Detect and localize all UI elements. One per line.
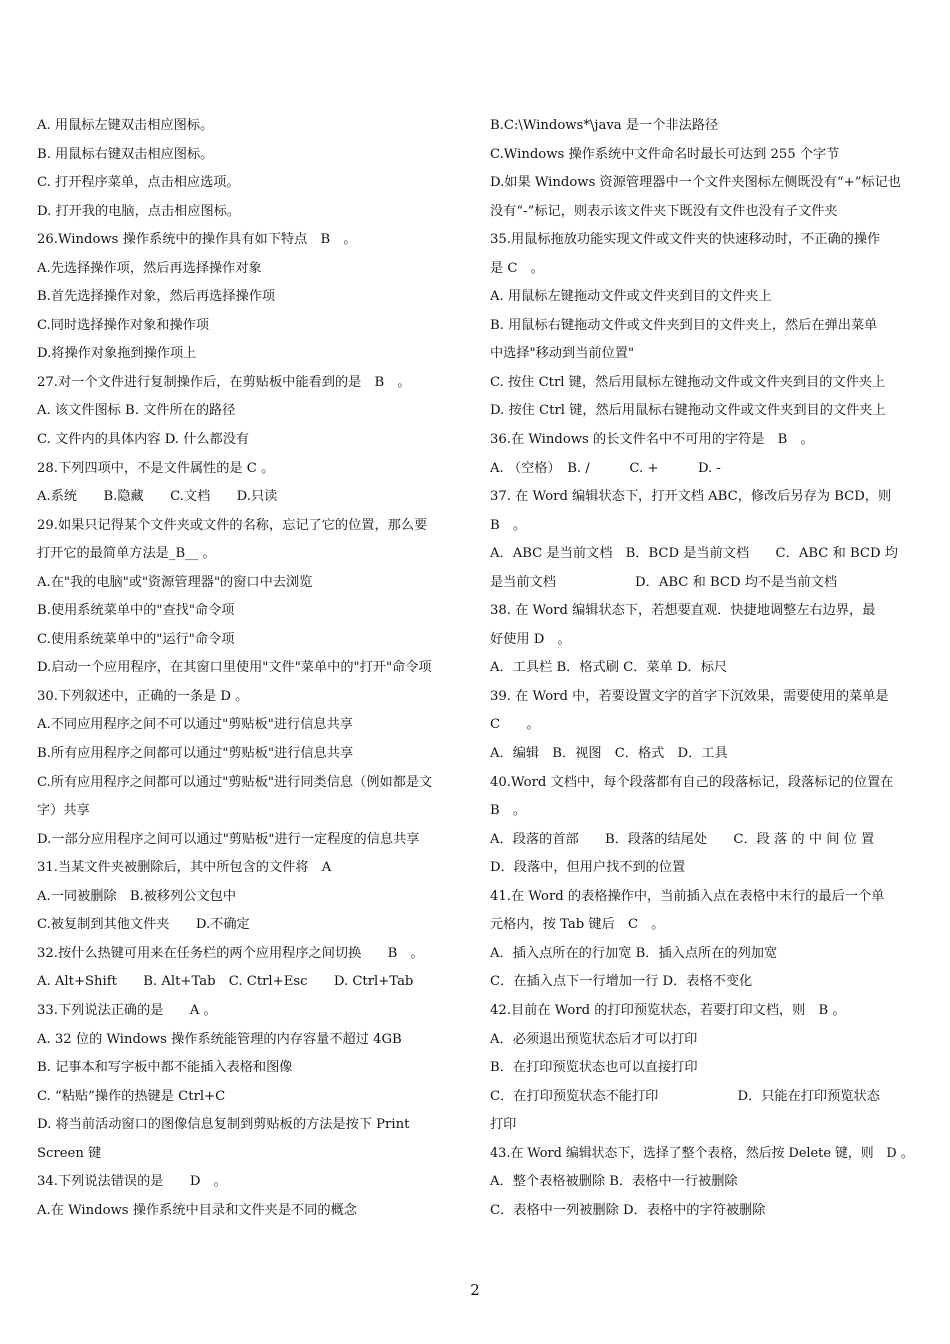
right-column-line: A．ABC 是当前文档 B．BCD 是当前文档 C．ABC 和 BCD 均 [490, 546, 898, 562]
left-column-line: D.启动一个应用程序，在其窗口里使用"文件"菜单中的"打开"命令项 [37, 660, 432, 676]
right-column-line: 中选择"移动到当前位置" [490, 346, 635, 362]
right-column-line: D. 按住 Ctrl 键，然后用鼠标右键拖动文件或文件夹到目的文件夹上 [490, 403, 886, 419]
right-column-line: A．工具栏 B．格式刷 C．菜单 D．标尺 [490, 660, 728, 676]
right-column-line: C. 按住 Ctrl 键，然后用鼠标左键拖动文件或文件夹到目的文件夹上 [490, 374, 886, 390]
right-column-line: C．在插入点下一行增加一行 D．表格不变化 [490, 974, 753, 990]
left-column-line: A.先选择操作项，然后再选择操作对象 [37, 260, 262, 276]
left-column-line: A. 用鼠标左键双击相应图标。 [37, 118, 214, 133]
left-column-line: D. 将当前活动窗口的图像信息复制到剪贴板的方法是按下 Print [37, 1117, 410, 1133]
right-column-line: C．在打印预览状态不能打印 D．只能在打印预览状态 [490, 1088, 880, 1104]
right-column-line: 38. 在 Word 编辑状态下，若想要直观．快捷地调整左右边界，最 [490, 603, 876, 619]
left-column-line: 28.下列四项中，不是文件属性的是 C 。 [37, 460, 275, 476]
left-column-line: D. 打开我的电脑，点击相应图标。 [37, 203, 241, 219]
left-column-line: B.使用系统菜单中的"查找"命令项 [37, 603, 235, 619]
right-column-line: B.C:\Windows*\java 是一个非法路径 [490, 118, 719, 133]
right-column-line: A. 用鼠标左键拖动文件或文件夹到目的文件夹上 [490, 289, 772, 305]
right-column-line: 好使用 D 。 [490, 631, 571, 647]
left-column-line: 打开它的最简单方法是_B__ 。 [37, 546, 216, 562]
left-column [37, 112, 465, 1225]
right-column-line: B 。 [490, 517, 527, 533]
right-column-line: 36.在 Windows 的长文件名中不可用的字符是 B 。 [490, 432, 814, 448]
right-column-line: 42.目前在 Word 的打印预览状态，若要打印文档，则 B 。 [490, 1002, 846, 1018]
right-column-line: A．插入点所在的行加宽 B．插入点所在的列加宽 [490, 945, 778, 961]
left-column-line: 34.下列说法错误的是 D 。 [37, 1174, 227, 1190]
right-column-line: A．整个表格被删除 B．表格中一行被删除 [490, 1174, 738, 1190]
left-column-line: B. 记事本和写字板中都不能插入表格和图像 [37, 1060, 293, 1076]
right-column-line: B 。 [490, 803, 527, 819]
right-column-line: D．段落中，但用户找不到的位置 [490, 860, 686, 876]
left-column-line: B.首先选择操作对象，然后再选择操作项 [37, 289, 276, 305]
right-column-line: A. （空格） B. / C. + D. - [490, 460, 721, 476]
right-column-line: 没有“-”标记，则表示该文件夹下既没有文件也没有子文件夹 [490, 203, 838, 219]
left-column-line: C.使用系统菜单中的"运行"命令项 [37, 631, 235, 647]
right-column-line: D.如果 Windows 资源管理器中一个文件夹图标左侧既没有“+”标记也 [490, 175, 901, 191]
left-column-line: D.将操作对象拖到操作项上 [37, 346, 197, 362]
left-column-line: C. 文件内的具体内容 D. 什么都没有 [37, 432, 250, 448]
right-column-line: B．在打印预览状态也可以直接打印 [490, 1060, 698, 1076]
right-column-line: 35.用鼠标拖放功能实现文件或文件夹的快速移动时，不正确的操作 [490, 232, 881, 248]
left-column-line: D.一部分应用程序之间可以通过"剪贴板"进行一定程度的信息共享 [37, 831, 420, 847]
left-column-line: C.被复制到其他文件夹 D.不确定 [37, 917, 250, 933]
right-column-line: B. 用鼠标右键拖动文件或文件夹到目的文件夹上，然后在弹出菜单 [490, 317, 878, 333]
left-column-line: A.一同被删除 B.被移列公文包中 [37, 888, 237, 904]
left-column-line: 26.Windows 操作系统中的操作具有如下特点 B 。 [37, 232, 357, 248]
right-column-line: A．段落的首部 B．段落的结尾处 C．段 落 的 中 间 位 置 [490, 831, 875, 847]
right-column-line: 39. 在 Word 中，若要设置文字的首字下沉效果，需要使用的菜单是 [490, 688, 889, 704]
left-column-line: A. 32 位的 Windows 操作系统能管理的内存容量不超过 4GB [37, 1031, 402, 1047]
left-column-line: A. 该文件图标 B. 文件所在的路径 [37, 403, 236, 419]
right-column-line: A．必须退出预览状态后才可以打印 [490, 1031, 698, 1047]
left-column-line: C.同时选择操作对象和操作项 [37, 317, 210, 333]
left-column-line: B.所有应用程序之间都可以通过"剪贴板"进行信息共享 [37, 746, 354, 762]
left-column-line: 29.如果只记得某个文件夹或文件的名称，忘记了它的位置，那么要 [37, 517, 428, 533]
right-column-line: 37. 在 Word 编辑状态下，打开文档 ABC，修改后另存为 BCD，则 [490, 489, 892, 505]
right-column-line: 43.在 Word 编辑状态下，选择了整个表格，然后按 Delete 键，则 D 。 [490, 1145, 914, 1161]
right-column-line: 打印 [490, 1117, 517, 1133]
left-column-line: 33.下列说法正确的是 A 。 [37, 1002, 217, 1018]
right-column [490, 112, 914, 1225]
right-column-line: 40.Word 文档中，每个段落都有自己的段落标记，段落标记的位置在 [490, 774, 894, 790]
left-column-line: 32.按什么热键可用来在任务栏的两个应用程序之间切换 B 。 [37, 945, 424, 961]
left-column-line: A.不同应用程序之间不可以通过"剪贴板"进行信息共享 [37, 717, 353, 733]
right-column-line: 是 C 。 [490, 260, 544, 276]
left-column-line: 27.对一个文件进行复制操作后，在剪贴板中能看到的是 B 。 [37, 374, 411, 390]
page-number: 2 [470, 1281, 480, 1299]
right-column-line: 元格内，按 Tab 键后 C 。 [490, 917, 665, 933]
left-column-line: C. 打开程序菜单，点击相应选项。 [37, 175, 240, 191]
right-column-line: C．表格中一列被删除 D．表格中的字符被删除 [490, 1202, 766, 1218]
right-column-line: 41.在 Word 的表格操作中，当前插入点在表格中末行的最后一个单 [490, 888, 885, 904]
right-column-line: A．编辑 B．视图 C．格式 D．工具 [490, 746, 728, 762]
left-column-line: A.在"我的电脑"或"资源管理器"的窗口中去浏览 [37, 574, 313, 590]
left-column-line: B. 用鼠标右键双击相应图标。 [37, 146, 214, 162]
left-column-line: A. Alt+Shift B. Alt+Tab C. Ctrl+Esc D. Ctrl+Tab [37, 974, 414, 990]
left-column-line: 字）共享 [37, 803, 90, 819]
right-column-line: C 。 [490, 717, 540, 733]
right-column-line: 是当前文档 D．ABC 和 BCD 均不是当前文档 [490, 574, 838, 590]
left-column-line: Screen 键 [37, 1145, 102, 1161]
left-column-line: 31.当某文件夹被删除后，其中所包含的文件将 A [37, 860, 332, 876]
left-column-line: A.在 Windows 操作系统中目录和文件夹是不同的概念 [37, 1202, 357, 1218]
left-column-line: C.所有应用程序之间都可以通过"剪贴板"进行同类信息（例如都是文 [37, 774, 433, 790]
left-column-line: C. “粘贴”操作的热键是 Ctrl+C [37, 1088, 226, 1104]
left-column-line: A.系统 B.隐藏 C.文档 D.只读 [37, 489, 278, 505]
right-column-line: C.Windows 操作系统中文件命名时最长可达到 255 个字节 [490, 146, 840, 162]
left-column-line: 30.下列叙述中，正确的一条是 D 。 [37, 688, 249, 704]
